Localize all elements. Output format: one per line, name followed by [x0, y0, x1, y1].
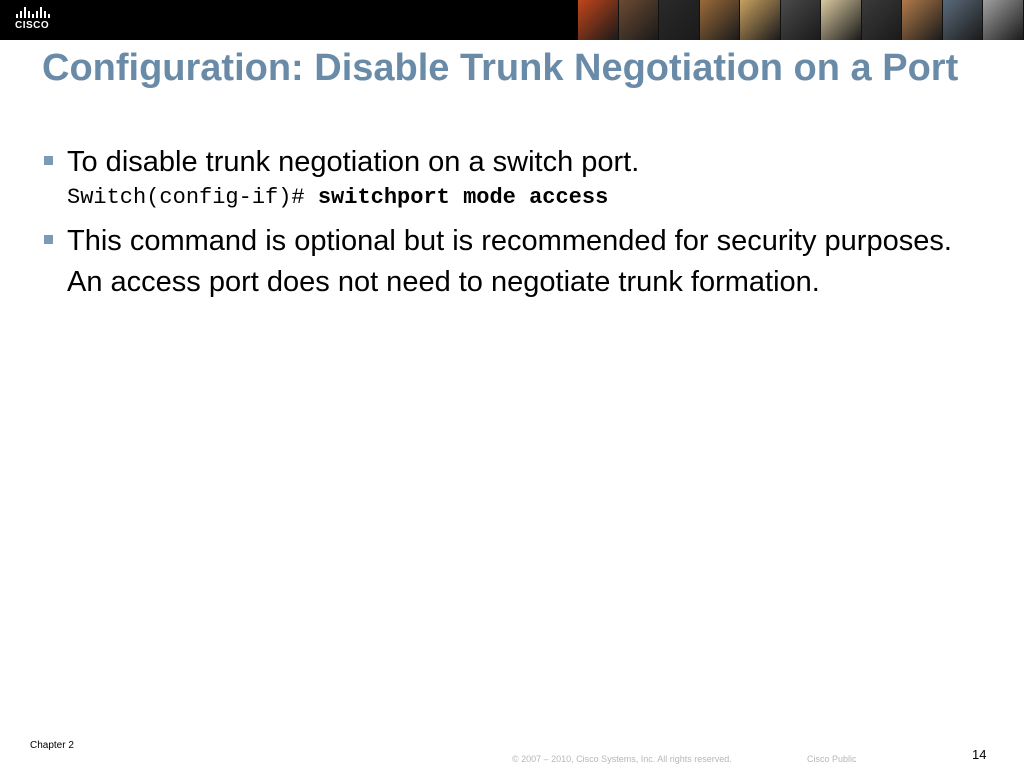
square-bullet-icon	[44, 235, 53, 244]
square-bullet-icon	[44, 156, 53, 165]
code-command: switchport mode access	[317, 185, 609, 210]
header-photo-tile	[619, 0, 660, 40]
footer-chapter: Chapter 2	[30, 740, 74, 751]
header-photo-tile	[943, 0, 984, 40]
bullet-list	[42, 142, 972, 303]
code-command-line	[42, 183, 972, 213]
footer-classification: Cisco Public	[807, 754, 857, 764]
page-number: 14	[972, 747, 987, 762]
header-photo-tile	[740, 0, 781, 40]
cisco-logo-bars-icon	[16, 6, 61, 18]
cisco-logo-text: CISCO	[15, 20, 50, 31]
header-photo-tile	[902, 0, 943, 40]
bullet-text-2: This command is optional but is recommended for security purposes. An access port does not need to negotiate trunk formation.	[67, 225, 952, 298]
bullet-text-1: To disable trunk negotiation on a switch port.	[67, 146, 640, 178]
header-photo-tile	[862, 0, 903, 40]
cisco-logo	[15, 6, 61, 34]
header-photo-tile	[821, 0, 862, 40]
header-banner	[0, 0, 1024, 40]
header-photo-strip	[578, 0, 1024, 40]
header-photo-tile	[578, 0, 619, 40]
header-photo-tile	[983, 0, 1024, 40]
bullet-item-1	[42, 142, 972, 183]
header-photo-tile	[700, 0, 741, 40]
code-prompt: Switch(config-if)#	[67, 185, 318, 210]
bullet-item-2	[42, 221, 972, 303]
slide-title: Configuration: Disable Trunk Negotiation on a Port	[42, 47, 959, 89]
header-photo-tile	[659, 0, 700, 40]
footer-copyright: © 2007 – 2010, Cisco Systems, Inc. All rights reserved.	[512, 754, 732, 764]
header-photo-tile	[781, 0, 822, 40]
